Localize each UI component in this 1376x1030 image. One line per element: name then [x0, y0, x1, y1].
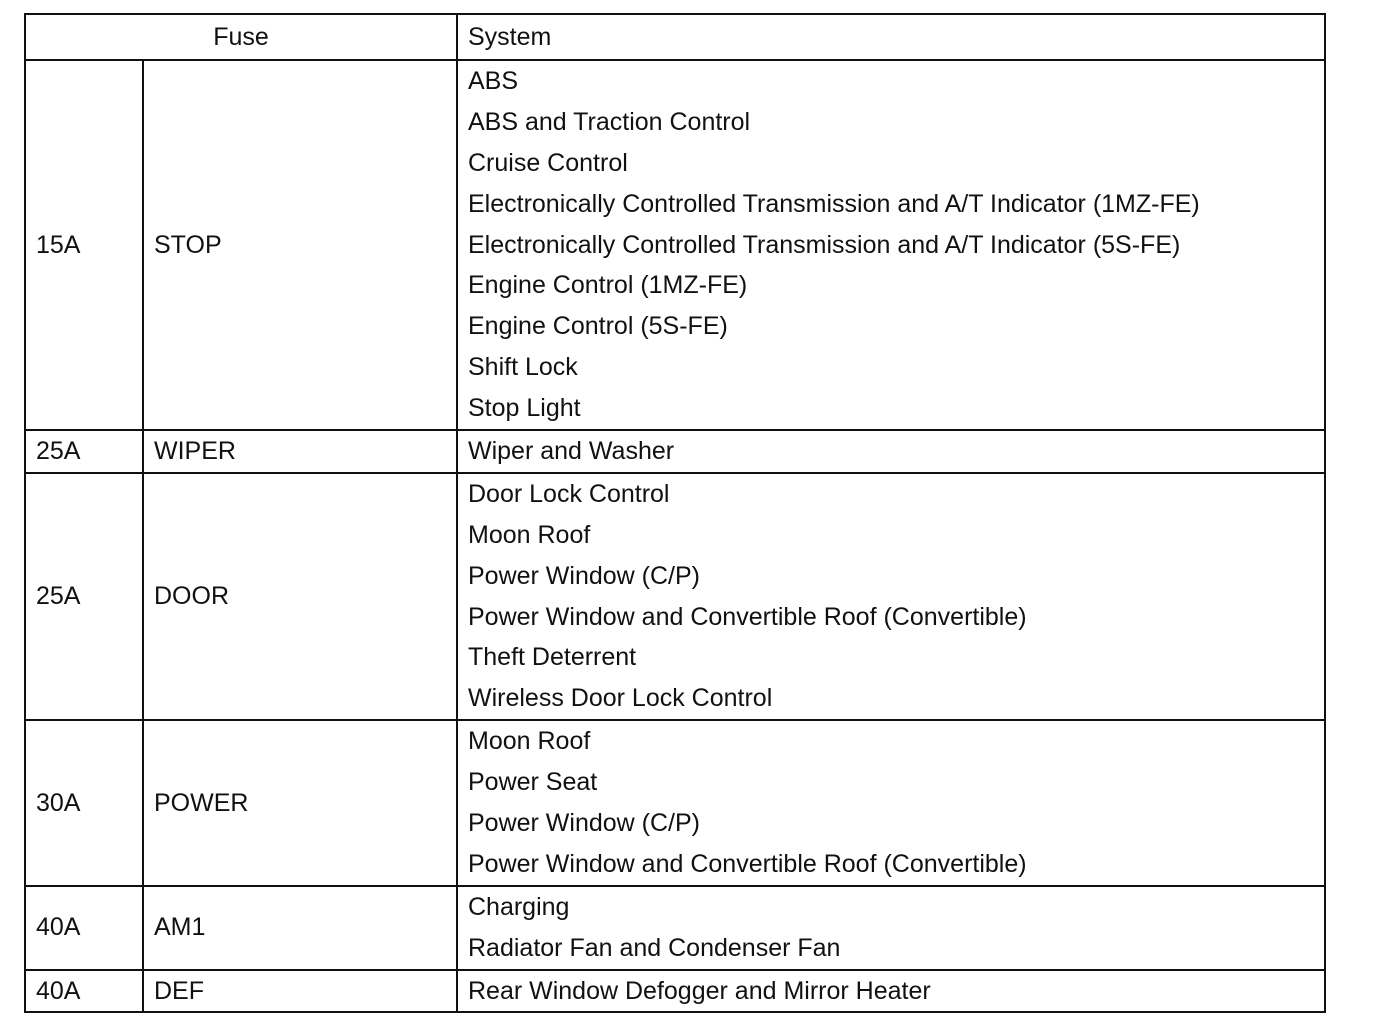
header-row [25, 14, 1325, 60]
table-row [25, 886, 1325, 970]
system-cell [457, 473, 1325, 720]
system-item: Electronically Controlled Transmission and A/T Indicator (5S-FE) [468, 230, 1181, 259]
system-cell [457, 886, 1325, 970]
fuse-name: WIPER [143, 430, 457, 473]
system-item: Radiator Fan and Condenser Fan [468, 933, 841, 962]
table-row [25, 430, 1325, 473]
table-row [25, 720, 1325, 886]
system-item: Electronically Controlled Transmission and A/T Indicator (1MZ-FE) [468, 189, 1200, 218]
system-header: System [457, 14, 1325, 60]
system-item: Shift Lock [468, 353, 578, 382]
fuse-amperage: 40A [25, 886, 143, 970]
table-row [25, 60, 1325, 430]
table-row [25, 970, 1325, 1013]
fuse-name: DEF [143, 970, 457, 1013]
system-item: Power Window and Convertible Roof (Convertible) [468, 602, 1027, 631]
system-cell [457, 720, 1325, 886]
system-item: Charging [468, 892, 570, 921]
fuse-amperage: 30A [25, 720, 143, 886]
fuse-table [24, 13, 1326, 1013]
system-item: Power Window (C/P) [468, 561, 700, 590]
fuse-amperage: 15A [25, 60, 143, 430]
fuse-document [24, 13, 1324, 1013]
system-item: Theft Deterrent [468, 643, 637, 672]
system-item: Engine Control (5S-FE) [468, 312, 728, 341]
fuse-amperage: 25A [25, 473, 143, 720]
system-item: Power Seat [468, 768, 598, 797]
system-item: Moon Roof [468, 727, 591, 756]
fuse-name: STOP [143, 60, 457, 430]
system-item: Power Window (C/P) [468, 809, 700, 838]
system-item: Moon Roof [468, 520, 591, 549]
system-cell [457, 970, 1325, 1013]
system-item: Engine Control (1MZ-FE) [468, 271, 748, 300]
fuse-amperage: 40A [25, 970, 143, 1013]
system-cell [457, 430, 1325, 473]
fuse-name: AM1 [143, 886, 457, 970]
fuse-header: Fuse [25, 14, 457, 60]
system-item: Door Lock Control [468, 479, 670, 508]
fuse-name: DOOR [143, 473, 457, 720]
system-item: Power Window and Convertible Roof (Convertible) [468, 849, 1027, 878]
system-item: ABS and Traction Control [468, 107, 751, 136]
system-item: ABS [468, 67, 519, 95]
fuse-name: POWER [143, 720, 457, 886]
fuse-amperage: 25A [25, 430, 143, 473]
table-row [25, 473, 1325, 720]
fuse-table-body [25, 60, 1325, 1012]
system-item: Stop Light [468, 394, 581, 423]
system-cell [457, 60, 1325, 430]
system-item: Wireless Door Lock Control [468, 684, 773, 713]
system-item: Wiper and Washer [468, 437, 675, 466]
system-item: Cruise Control [468, 148, 628, 177]
system-item: Rear Window Defogger and Mirror Heater [468, 976, 931, 1005]
